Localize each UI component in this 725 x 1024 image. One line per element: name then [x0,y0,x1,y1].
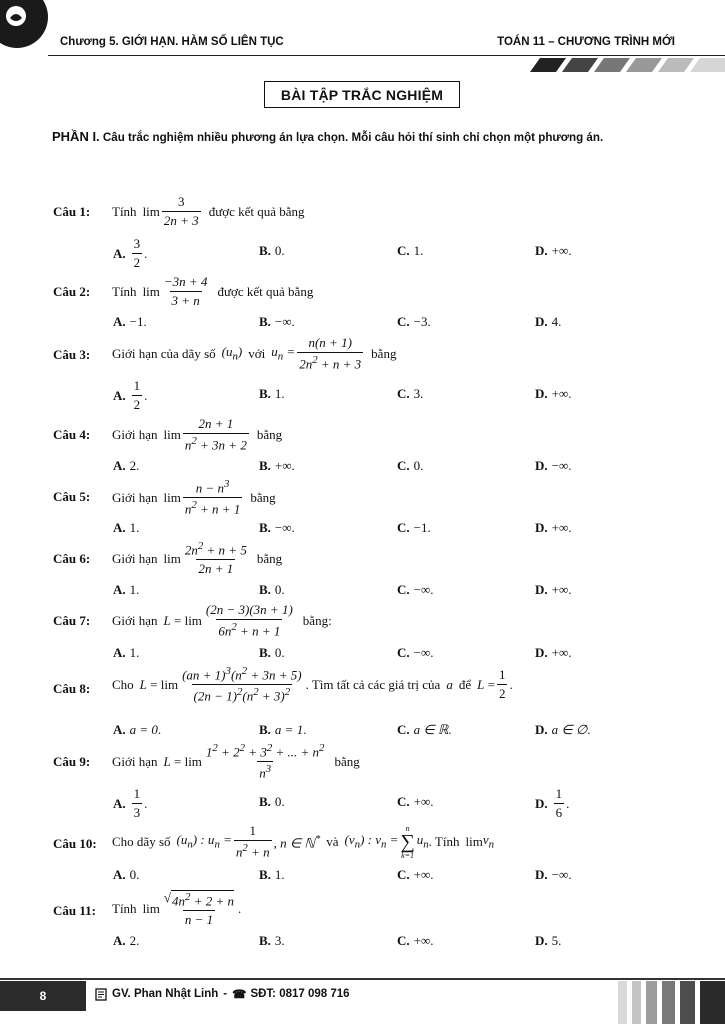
question-1-text: Tính lim $\frac{3}{2n + 3}$ được kết quả bằng [112,194,305,228]
question-6-text: Giới hạn lim $\frac{2n^2 + n + 5}{2n + 1}$ bằng [112,540,283,577]
document-icon [95,988,107,1001]
footer-author: GV. Phan Nhật Linh - ☎ SĐT: 0817 098 716 [95,987,350,1001]
q11-option-d: D. 5 . [535,933,562,948]
logo [0,0,48,48]
question-2-label: Câu 2: [53,284,91,299]
q1-option-d: D. +∞ . [535,243,572,258]
question-4-text: Giới hạn lim $\frac{2n + 1}{n^2 + 3n + 2}$ bằng [112,416,283,453]
q2-option-c: C. −3 . [397,314,431,329]
footer-bars [618,981,725,1024]
q5-option-d: D. +∞ . [535,520,572,535]
q10-option-c: C. +∞ . [397,867,434,882]
q4-option-c: C. 0 . [397,458,424,473]
q6-option-d: D. +∞ . [535,582,572,597]
question-9-label: Câu 9: [53,754,91,769]
logo-icon [0,0,28,28]
q1-option-b: B. 0 . [259,243,285,258]
question-8-text: Cho L = lim $\frac{(an + 1)^3(n^2 + 3n + 5)}{(2n - 1)^2(n^2 + 3)^2}$ . Tìm tất cả các giá trị của a để L = $\frac{1}{2}$ . [112,665,513,704]
q10-option-d: D. −∞ . [535,867,572,882]
q2-option-d: D. 4 . [535,314,562,329]
q7-option-b: B. 0 . [259,645,285,660]
chapter-title: Chương 5. GIỚI HẠN. HÀM SỐ LIÊN TỤC [60,36,284,48]
question-7-text: Giới hạn L = lim $\frac{(2n - 3)(3n + 1)}{6n^2 + n + 1}$ bằng: [112,602,332,639]
page-title: BÀI TẬP TRẮC NGHIỆM [264,81,460,108]
footer-divider [0,978,725,980]
question-10-label: Câu 10: [53,836,97,851]
q9-option-c: C. +∞ . [397,794,434,809]
q4-option-a: A. 2 . [113,458,140,473]
q7-option-a: A. 1 . [113,645,140,660]
q3-option-a: A. $\frac{1}{2}$ . [113,378,148,412]
q8-option-a: A. a = 0 . [113,722,162,737]
section-label: PHẦN I. [52,129,100,144]
q10-option-a: A. 0 . [113,867,140,882]
question-11-label: Câu 11: [53,903,96,918]
q2-option-a: A. −1 . [113,314,147,329]
page-number: 8 [0,981,86,1011]
q9-option-d: D. $\frac{1}{6}$ . [535,786,570,820]
q7-option-d: D. +∞ . [535,645,572,660]
q8-option-c: C. a ∈ ℝ . [397,722,452,737]
q8-option-d: D. a ∈ ∅ . [535,722,591,737]
q11-option-a: A. 2 . [113,933,140,948]
q7-option-c: C. −∞ . [397,645,434,660]
q3-option-c: C. 3 . [397,386,424,401]
q5-option-a: A. 1 . [113,520,140,535]
q9-option-a: A. $\frac{1}{3}$ . [113,786,148,820]
question-6-label: Câu 6: [53,551,91,566]
q5-option-b: B. −∞ . [259,520,295,535]
q11-option-c: C. +∞ . [397,933,434,948]
q6-option-a: A. 1 . [113,582,140,597]
q1-option-a: A. $\frac{3}{2}$ . [113,236,148,270]
question-5-label: Câu 5: [53,489,91,504]
question-3-text: Giới hạn của dãy số $(u_n)$ với $u_n$ = $\frac{n(n + 1)}{2n^2 + n + 3}$ bằng [112,335,397,372]
q8-option-b: B. a = 1 . [259,722,307,737]
q6-option-b: B. 0 . [259,582,285,597]
q4-option-b: B. +∞ . [259,458,295,473]
header-divider [48,55,725,56]
q3-option-b: B. 1 . [259,386,285,401]
section-instructions: Câu trắc nghiệm nhiều phương án lựa chọn. Mỗi câu hỏi thí sinh chỉ chọn một phương án. [102,131,604,144]
q1-option-c: C. 1 . [397,243,424,258]
q3-option-d: D. +∞ . [535,386,572,401]
question-11-text: Tính lim √ $4n^2 + 2 + n$ n − 1 . [112,890,242,928]
phone-icon: ☎ [232,989,247,1001]
q4-option-d: D. −∞ . [535,458,572,473]
q9-option-b: B. 0 . [259,794,285,809]
subject-title: TOÁN 11 – CHƯƠNG TRÌNH MỚI [497,36,675,48]
q11-option-b: B. 3 . [259,933,285,948]
question-10-text: Cho dãy số $(u_n)$ : $u_n$ = $\frac{1}{n^2 + n}$ , n ∈ ℕ* và $(v_n)$ : $v_n$ = n ∑ k=1 $u_n$ . Tính lim $v_n$ [112,823,495,860]
question-1-label: Câu 1: [53,204,91,219]
q10-option-b: B. 1 . [259,867,285,882]
phone-number: SĐT: 0817 098 716 [250,988,350,1000]
header-stripes [520,58,725,72]
question-4-label: Câu 4: [53,427,91,442]
q6-option-c: C. −∞ . [397,582,434,597]
q2-option-b: B. −∞ . [259,314,295,329]
question-2-text: Tính lim $\frac{-3n + 4}{3 + n}$ được kết quả bằng [112,274,314,308]
question-8-label: Câu 8: [53,681,91,696]
section-intro [52,127,682,148]
author-name: GV. Phan Nhật Linh [112,988,219,1000]
q5-option-c: C. −1 . [397,520,431,535]
question-7-label: Câu 7: [53,613,91,628]
question-9-text: Giới hạn L = lim $\frac{1^2 + 2^2 + 3^2 + ... + n^2}{n^3}$ bằng [112,742,360,781]
question-3-label: Câu 3: [53,347,91,362]
question-5-text: Giới hạn lim $\frac{n - n^3}{n^2 + n + 1}$ bằng [112,478,276,517]
